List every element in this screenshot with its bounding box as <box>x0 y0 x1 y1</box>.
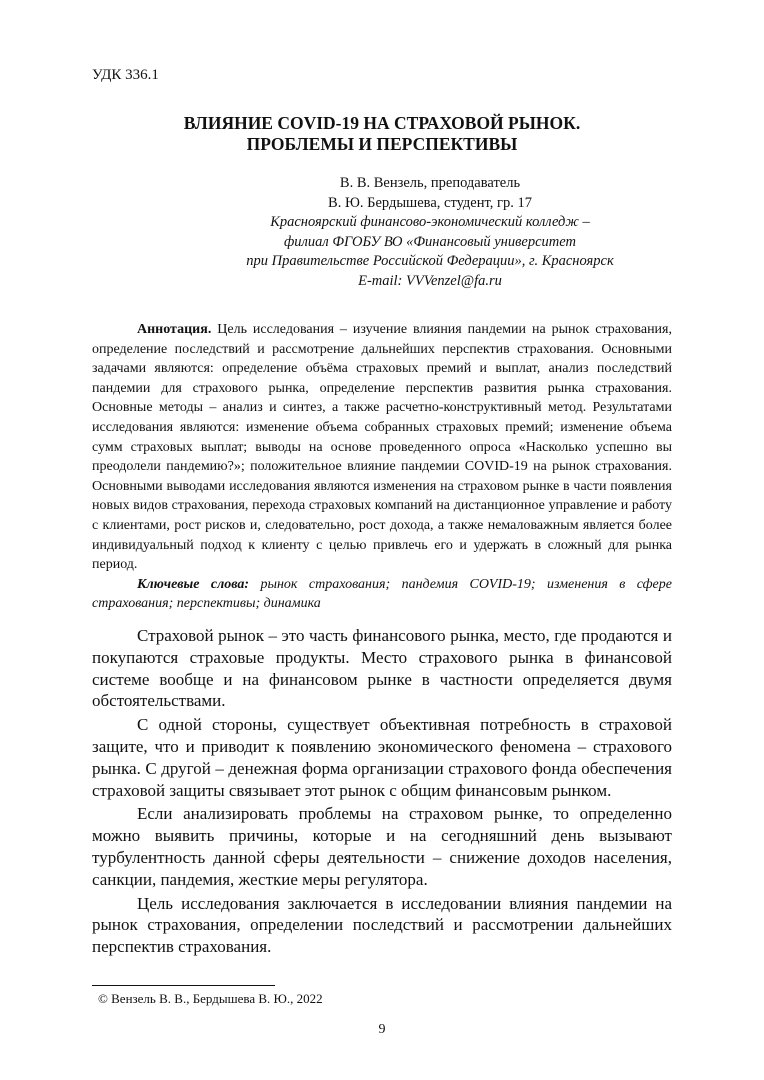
body-paragraph-4: Цель исследования заключается в исследовании влияния пандемии на рынок страхования, определении последствий и рассмотрении дальнейших перспектив страхования. <box>92 893 672 957</box>
udk-code: УДК 336.1 <box>92 67 159 83</box>
abstract-text: Цель исследования – изучение влияния пандемии на рынок страхования, определение последствий и рассмотрение дальнейших перспектив страхования. Основными задачами являются: определение объёма страховых премий и выплат, анализ последствий пандемии для страхового рынка, определение перспектив развития рынка страхования. Основные методы – анализ и синтез, а также расчетно-конструктивный метод. Результатами исследования являются: изменение объема собранных страховых премий; изменение объема сумм страховых выплат; выводы на основе проведенного опроса «Насколько успешно вы преодолели пандемию?»; положительное влияние пандемии COVID-19 на рынок страхования. Основными выводами исследования являются изменения на страховом рынке в части появления новых видов страхования, перехода страховых компаний на дистанционное управление и работу с клиентами, рост рисков и, следовательно, рост дохода, а также немаловажным является более индивидуальный подход к клиенту с целью привлечь его и удержать в сложный для рынка период. <box>92 322 672 573</box>
page-number: 9 <box>378 1022 386 1037</box>
body-paragraph-2: С одной стороны, существует объективная потребность в страховой защите, что и приводит к появлению экономического феномена – страхового рынка. С другой – денежная форма организации страхового фонда обеспечения страховой защиты связывает этот рынок с общим финансовым рынком. <box>92 715 672 800</box>
abstract-paragraph <box>92 320 672 575</box>
article-title <box>92 113 672 155</box>
abstract-label: Аннотация. <box>137 322 212 337</box>
keywords-label: Ключевые слова: <box>137 576 250 592</box>
author-email: E-mail: VVVenzel@fa.ru <box>358 272 502 289</box>
body-text <box>92 625 672 960</box>
title-line-2: ПРОБЛЕМЫ И ПЕРСПЕКТИВЫ <box>246 134 518 154</box>
affiliation-line-1: Красноярский финансово-экономический колледж – <box>270 214 590 230</box>
author-1: В. В. Вензель, преподаватель <box>339 175 521 191</box>
body-paragraph-3: Если анализировать проблемы на страховом рынке, то определенно можно выявить причины, которые и на сегодняшний день вызывают турбулентность данной сферы деятельности – снижение доходов населения, санкции, пандемия, жесткие меры регулятора. <box>92 804 672 889</box>
affiliation-line-3: при Правительстве Российской Федерации», г. Красноярск <box>246 253 614 269</box>
abstract-block <box>92 320 672 614</box>
authors-block <box>180 174 680 291</box>
copyright-footnote: © Вензель В. В., Бердышева В. Ю., 2022 <box>98 991 323 1006</box>
body-paragraph-1: Страховой рынок – это часть финансового рынка, место, где продаются и покупаются страховые продукты. Место страхового рынка в финансовой системе вообще и на финансовом рынке в частности определяется двумя обстоятельствами. <box>92 626 672 711</box>
title-line-1: ВЛИЯНИЕ COVID-19 НА СТРАХОВОЙ РЫНОК. <box>183 113 581 133</box>
author-2: В. Ю. Бердышева, студент, гр. 17 <box>328 194 532 211</box>
keywords-text: рынок страхования; пандемия COVID-19; изменения в сфере страхования; перспективы; динамика <box>92 576 672 612</box>
keywords-paragraph <box>92 575 672 614</box>
footnote-divider <box>92 985 275 986</box>
affiliation-line-2: филиал ФГОБУ ВО «Финансовый университет <box>284 233 576 250</box>
